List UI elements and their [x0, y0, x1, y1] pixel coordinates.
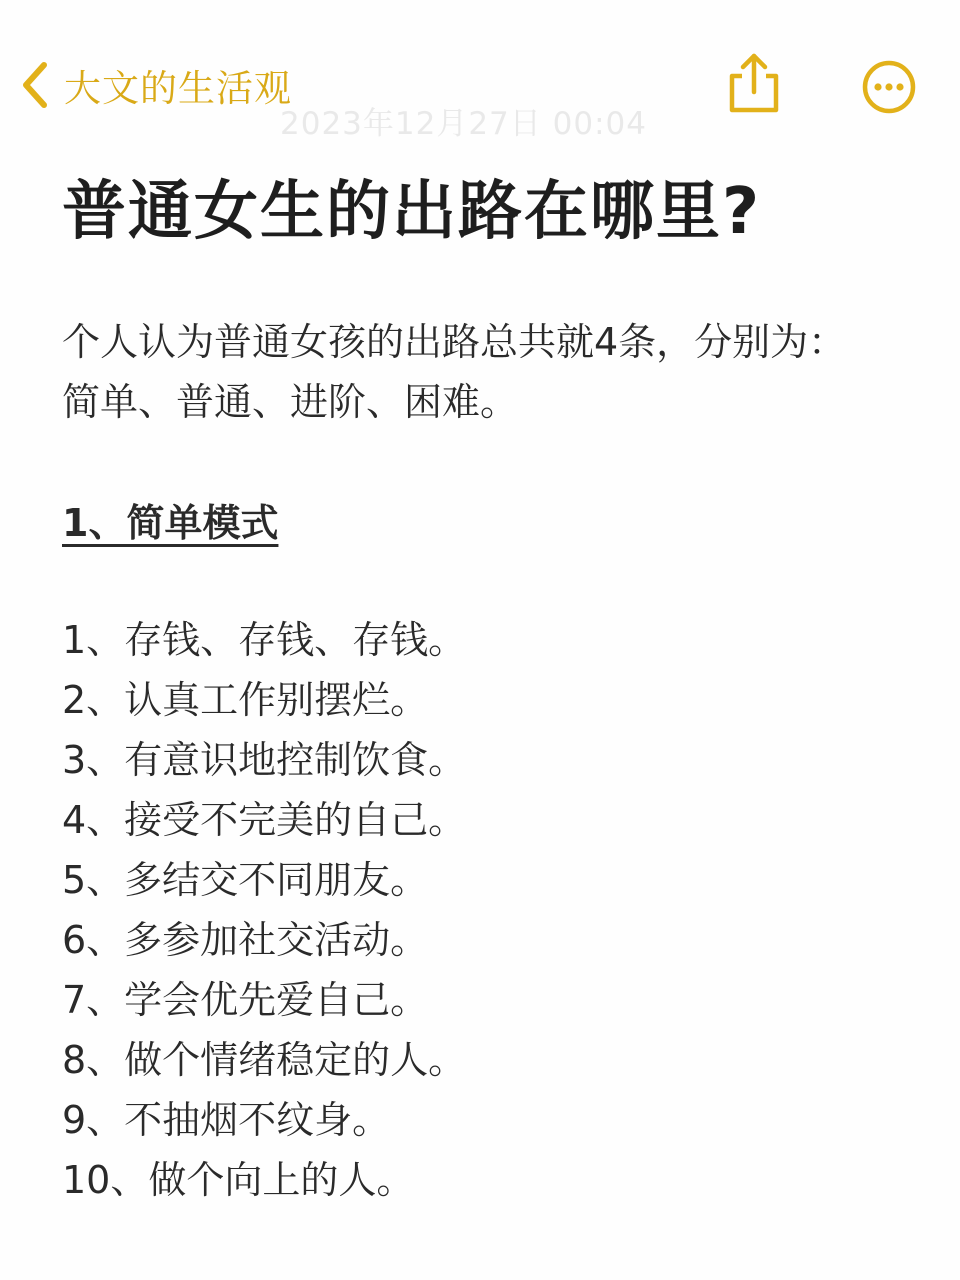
back-label: 大文的生活观	[64, 67, 292, 110]
list-item[interactable]: 1、存钱、存钱、存钱。	[62, 618, 467, 662]
note-timestamp: 2023年12月27日 00:04	[280, 106, 647, 142]
note-intro[interactable]: 个人认为普通女孩的出路总共就4条，分别为：简单、普通、进阶、困难。	[62, 320, 847, 424]
list-item[interactable]: 8、做个情绪稳定的人。	[62, 1038, 467, 1082]
list-item[interactable]: 3、有意识地控制饮食。	[62, 738, 467, 782]
list-item[interactable]: 9、不抽烟不纹身。	[62, 1098, 391, 1142]
chevron-left-icon	[20, 61, 50, 109]
section-heading[interactable]: 1、简单模式	[62, 501, 279, 545]
list-item[interactable]: 5、多结交不同朋友。	[62, 858, 429, 902]
share-button[interactable]	[728, 52, 780, 118]
more-button[interactable]	[862, 60, 916, 118]
back-button[interactable]	[20, 58, 292, 112]
list-item[interactable]: 4、接受不完美的自己。	[62, 798, 467, 842]
more-icon	[862, 60, 916, 114]
list-item[interactable]: 2、认真工作别摆烂。	[62, 678, 429, 722]
list-item[interactable]: 7、学会优先爱自己。	[62, 978, 429, 1022]
share-icon	[728, 52, 780, 114]
list-item[interactable]: 10、做个向上的人。	[62, 1158, 415, 1202]
note-title[interactable]: 普通女生的出路在哪里?	[62, 175, 762, 249]
list-item[interactable]: 6、多参加社交活动。	[62, 918, 429, 962]
tips-list	[62, 610, 466, 1210]
